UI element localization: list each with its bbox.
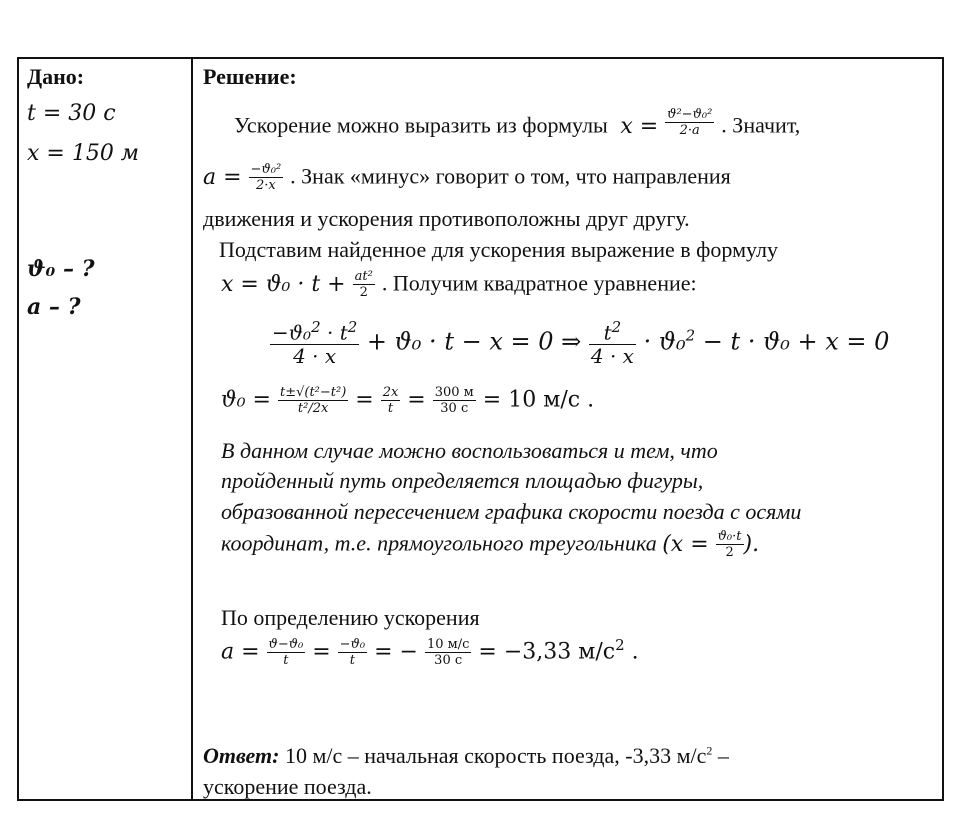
paragraph-1-end: . Значит,: [721, 112, 801, 138]
paragraph-5: [221, 270, 697, 299]
acceleration-formula: a = $\frac{\text{ϑ−ϑ₀}}{t}$ = $\frac{\text{−ϑ₀}}{t}$ = − $\frac{10 м/с}{30 с}$ = −3,33 $м/с^2$ .: [221, 636, 639, 668]
solution-label: Решение:: [203, 64, 297, 89]
italic-line-3: образованной пересечением графика скорости поезда с осями: [221, 499, 802, 524]
given-label: Дано:: [27, 64, 85, 89]
root-formula: ϑ₀ = $\frac{\text{t±√(t²−t²)}}{\text{t²/2x}}$ = $\frac{2x}{t}$ = $\frac{300 м}{30 с}$ = 10 м/с .: [221, 385, 595, 416]
formula-a: a = $\frac{\text{−ϑ₀²}}{2\cdot x}$: [203, 162, 282, 193]
paragraph-2-text: . Знак «минус» говорит о том, что направления: [290, 163, 731, 189]
italic-line-4: [221, 530, 759, 559]
given-t: t = 30 с: [27, 101, 116, 126]
paragraph-8: По определению ускорения: [221, 605, 480, 630]
italic-line-1: В данном случае можно воспользоваться и тем, что: [221, 438, 718, 463]
answer-line-2: ускорение поезда.: [203, 774, 372, 799]
answer-label: Ответ:: [203, 743, 280, 768]
quadratic-equation: $\frac{-ϑ_0^2 \cdot t^2}{4 \cdot x}$ + ϑ₀ · t − x = 0 ⇒ $\frac{t^2}{4 \cdot x}$ · ϑ₀$^2$ − t · ϑ₀ + x = 0: [272, 318, 890, 368]
italic-line-2: пройденный путь определяется площадью фигуры,: [221, 468, 704, 493]
answer-text: 10 м/с – начальная скорость поезда, -3,33 м/с: [284, 743, 707, 768]
paragraph-4: Подставим найденное для ускорения выражение в формулу: [219, 237, 779, 262]
answer-line-1: Ответ: 10 м/с – начальная скорость поезда, -3,33 $м/с^2$ –: [203, 743, 729, 768]
paragraph-5-text: . Получим квадратное уравнение:: [381, 270, 697, 296]
paragraph-1-text: Ускорение можно выразить из формулы: [234, 112, 608, 138]
paragraph-3: движения и ускорения противоположны друг другу.: [203, 206, 690, 231]
column-divider: [191, 57, 193, 801]
formula-x: x = $\frac{\text{ϑ²−ϑ₀²}}{2\cdot a}$: [613, 107, 713, 139]
paragraph-1: [234, 107, 801, 141]
formula-motion: x = ϑ₀ · t + $\frac{\text{at²}}{2}$: [221, 269, 373, 300]
given-x: x = 150 м: [27, 141, 140, 166]
formula-triangle: (x = $\frac{\text{ϑ₀·t}}{2}$ ).: [662, 529, 760, 560]
paragraph-2: [203, 163, 731, 192]
result-a: −3,33 м/с: [503, 639, 616, 665]
italic-line-4-text: координат, т.е. прямоугольного треугольника: [221, 530, 657, 556]
unknown-a: a – ?: [27, 294, 81, 320]
result-v0: 10 м/с: [508, 387, 581, 413]
unknown-v0: ϑ₀ – ?: [27, 256, 95, 282]
